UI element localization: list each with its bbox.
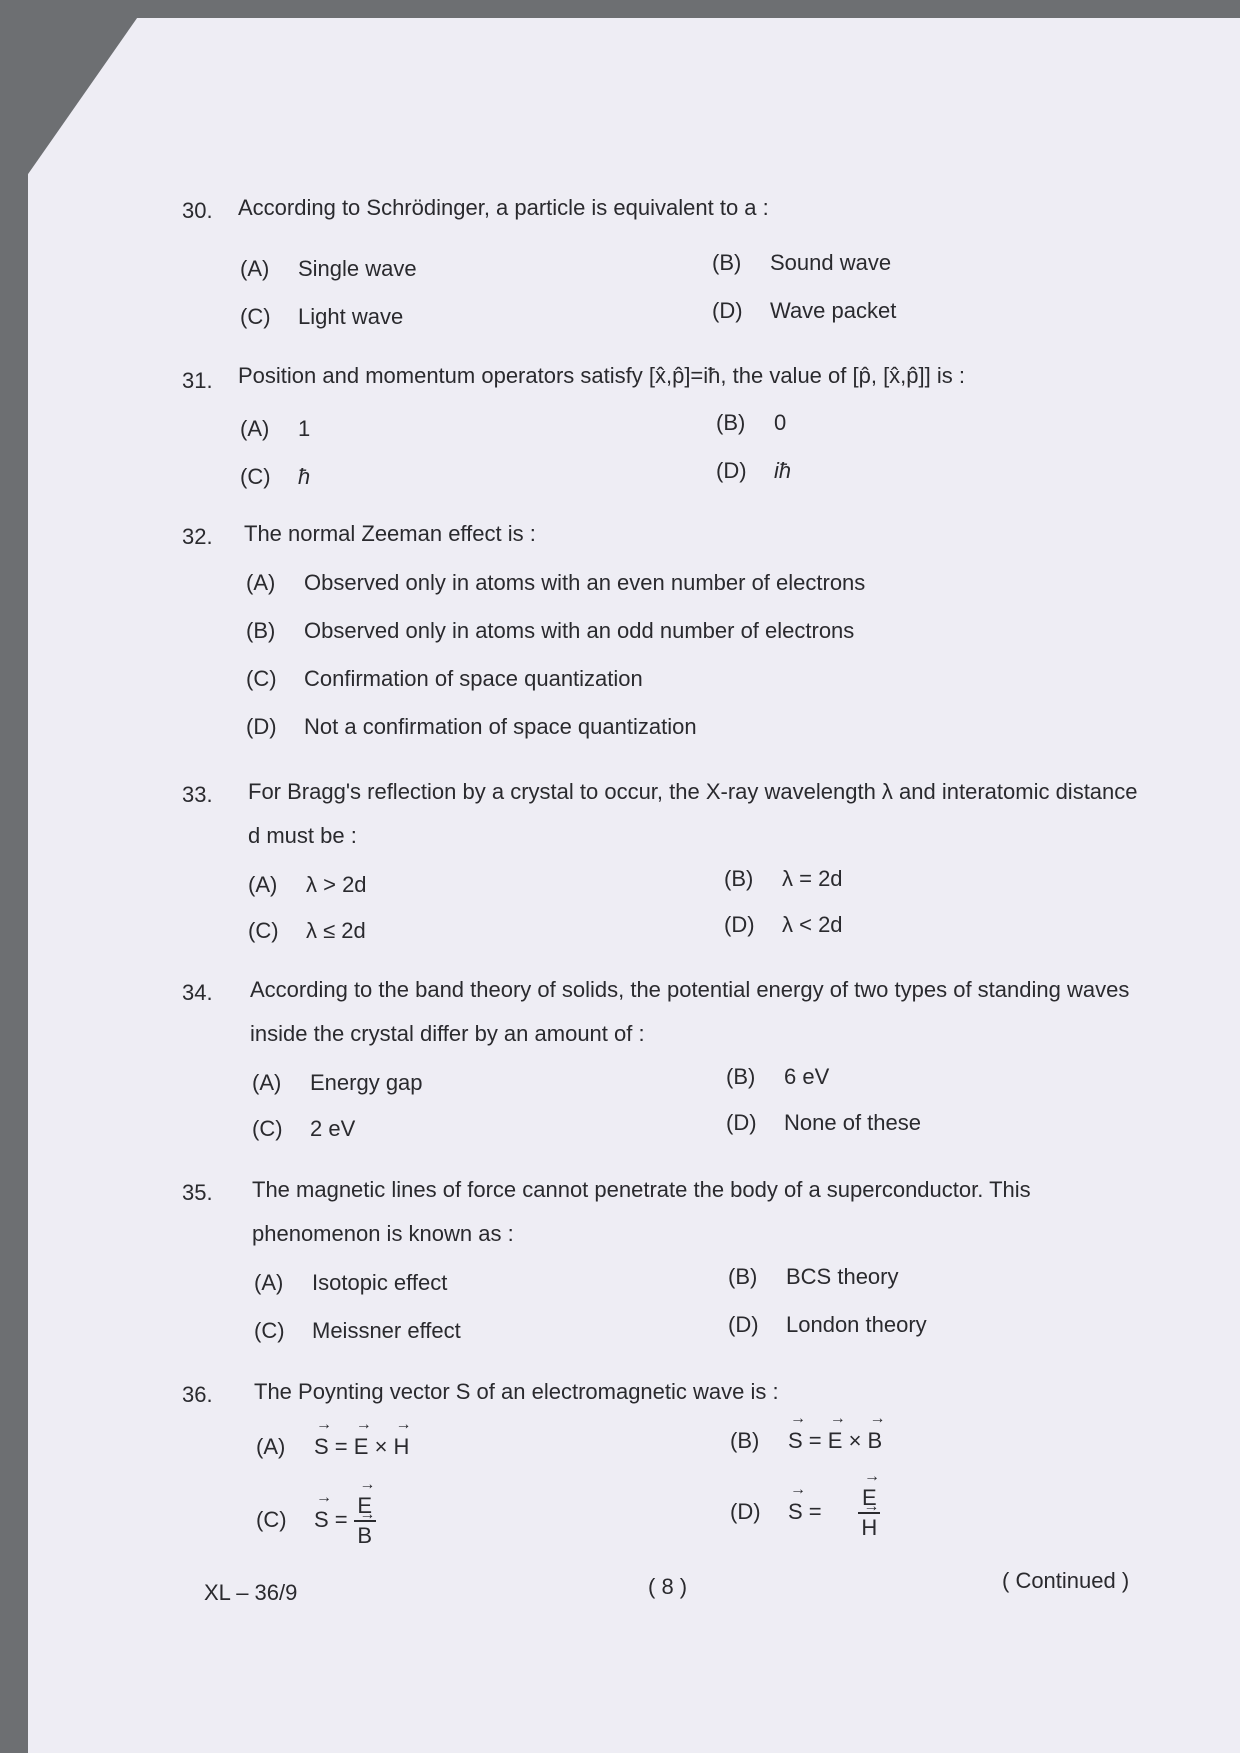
- option-b[interactable]: (B) λ = 2d: [724, 866, 843, 891]
- option-d[interactable]: (D) Wave packet: [712, 298, 897, 323]
- option-b[interactable]: (B) Sound wave: [712, 250, 892, 275]
- question-number: 35.: [182, 1180, 213, 1205]
- option-c[interactable]: (C) ħ: [240, 464, 311, 489]
- question-number: 31.: [182, 368, 213, 393]
- vector-s: → S: [788, 1499, 803, 1525]
- option-d[interactable]: (D) λ < 2d: [724, 912, 843, 937]
- question-text: The magnetic lines of force cannot penetrate the body of a superconductor. This phenomenon is known as :: [252, 1177, 1031, 1246]
- option-a[interactable]: (A) λ > 2d: [248, 872, 367, 897]
- option-a[interactable]: (A) 1: [240, 416, 311, 441]
- option-d[interactable]: (D) Not a confirmation of space quantization: [246, 714, 697, 739]
- question-text: The Poynting vector S of an electromagnetic wave is :: [254, 1379, 779, 1404]
- option-c[interactable]: (C) Confirmation of space quantization: [246, 666, 643, 691]
- option-a[interactable]: (A) Isotopic effect: [254, 1270, 448, 1295]
- question-text: For Bragg's reflection by a crystal to occur, the X-ray wavelength λ and interatomic distance d must be :: [248, 779, 1138, 848]
- paper-code: XL – 36/9: [204, 1580, 298, 1605]
- question-text: Position and momentum operators satisfy [x̂,p̂]=iħ, the value of [p̂, [x̂,p̂]] is :: [238, 363, 965, 388]
- continued-label: ( Continued ): [1002, 1568, 1130, 1593]
- option-b[interactable]: (B) BCS theory: [728, 1264, 899, 1289]
- question-text: According to Schrödinger, a particle is equivalent to a :: [238, 195, 769, 220]
- fraction-e-over-h: → E → H: [858, 1486, 880, 1540]
- option-d[interactable]: (D) None of these: [726, 1110, 921, 1135]
- vector-s: → S: [314, 1507, 329, 1533]
- question-text: The normal Zeeman effect is :: [244, 521, 536, 546]
- vector-s: → S: [788, 1428, 803, 1454]
- option-c[interactable]: (C) Light wave: [240, 304, 404, 329]
- option-b[interactable]: (B) 6 eV: [726, 1064, 830, 1089]
- vector-h: → H: [394, 1434, 410, 1460]
- option-a[interactable]: (A) Observed only in atoms with an even number of electrons: [246, 570, 866, 595]
- question-number: 32.: [182, 524, 213, 549]
- option-b[interactable]: (B) Observed only in atoms with an odd number of electrons: [246, 618, 855, 643]
- paper-sheet: [28, 18, 1240, 1753]
- option-b[interactable]: (B) 0: [716, 410, 787, 435]
- page-number: ( 8 ): [648, 1574, 688, 1599]
- option-d[interactable]: (D)→ S = → E → H: [730, 1486, 880, 1540]
- vector-e: → E: [354, 1434, 369, 1460]
- fraction-e-over-b: → E → B: [354, 1494, 376, 1548]
- question-text: According to the band theory of solids, the potential energy of two types of standing waves inside the crystal differ by an amount of :: [250, 977, 1130, 1046]
- vector-b: → B: [868, 1428, 883, 1454]
- option-c[interactable]: (C) λ ≤ 2d: [248, 918, 366, 943]
- option-d[interactable]: (D) iħ: [716, 458, 792, 483]
- option-c[interactable]: (C)→ S = → E → B: [256, 1494, 376, 1548]
- option-d[interactable]: (D) London theory: [728, 1312, 927, 1337]
- question-number: 36.: [182, 1382, 213, 1407]
- option-b[interactable]: (B)→ S = → E × → B: [730, 1428, 882, 1454]
- question-number: 30.: [182, 198, 213, 223]
- question-number: 33.: [182, 782, 213, 807]
- vector-e: → E: [828, 1428, 843, 1454]
- option-c[interactable]: (C) 2 eV: [252, 1116, 356, 1141]
- vector-s: → S: [314, 1434, 329, 1460]
- option-a[interactable]: (A)→ S = → E × → H: [256, 1434, 409, 1460]
- question-number: 34.: [182, 980, 213, 1005]
- option-a[interactable]: (A) Single wave: [240, 256, 417, 281]
- commutator-x-p: [x̂,p̂]=iħ: [648, 363, 721, 388]
- option-a[interactable]: (A) Energy gap: [252, 1070, 423, 1095]
- option-c[interactable]: (C) Meissner effect: [254, 1318, 461, 1343]
